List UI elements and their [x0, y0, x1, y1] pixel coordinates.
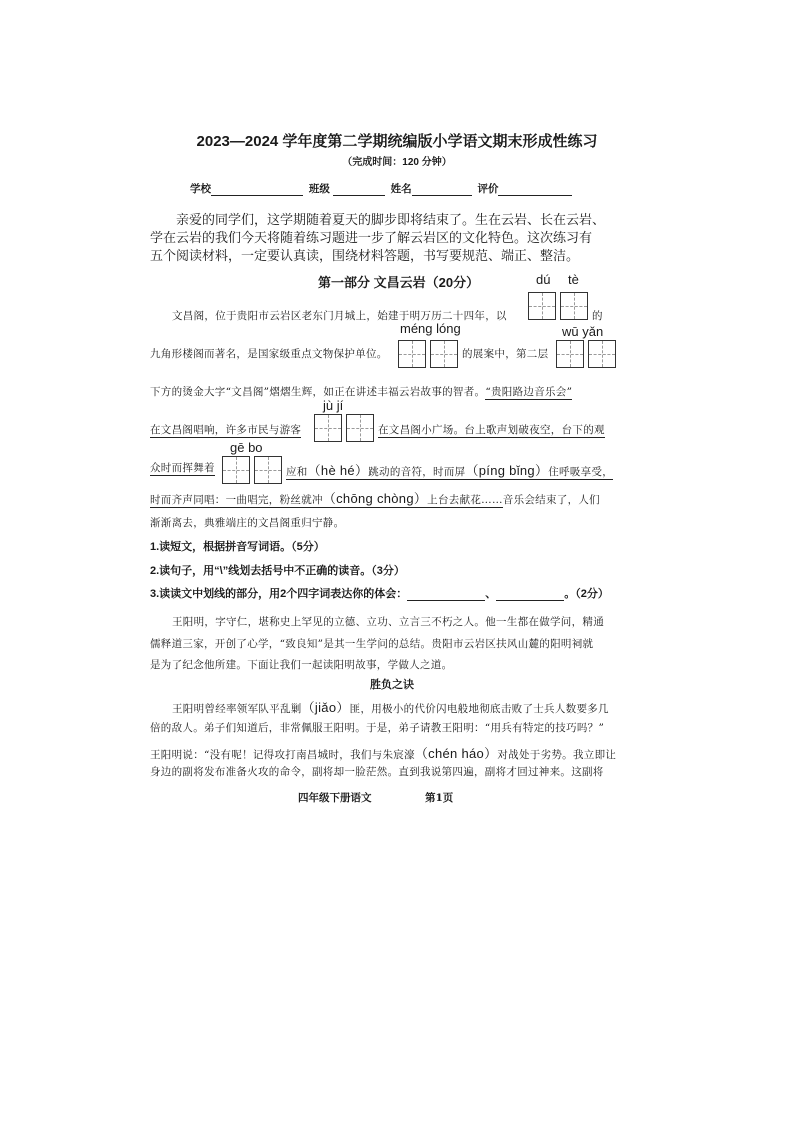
underlined-text: “贵阳路边音乐会”: [485, 386, 573, 398]
underlined-text: 在文昌阁小广场。台上歌声划破夜空，台下的观: [378, 424, 605, 436]
tianzige-box[interactable]: [222, 456, 250, 484]
passage-line: [150, 460, 215, 475]
intro-line: 学在云岩的我们今天将随着练习题进一步了解云岩区的文化特色。这次练习有: [150, 231, 593, 246]
passage-line: [150, 422, 301, 437]
tianzige-box[interactable]: [314, 414, 342, 442]
story-title: 胜负之诀: [370, 678, 414, 691]
info-fields: [190, 181, 572, 196]
part1-heading: 第一部分 文昌云岩（20分）: [318, 275, 480, 290]
passage-line: [150, 384, 572, 399]
footer-page-number: 第1页: [425, 792, 454, 804]
pinyin-note: （jiǎo）: [301, 700, 350, 715]
passage-line: 身边的副将发布准备火攻的命令，副将却一脸茫然。直到我说第四遍，副将才回过神来。这副将: [150, 766, 604, 778]
school-label: 学校: [190, 183, 211, 195]
question-1: 1.读短文，根据拼音写词语。（5分）: [150, 541, 325, 553]
pinyin-te: tè: [568, 272, 579, 287]
passage-text: 王阳明曾经率领军队平乱剿: [172, 703, 302, 715]
pinyin-gebo: gē bo: [230, 440, 263, 455]
passage-text: 音乐会结束了，人们: [502, 494, 600, 506]
passage-text: 下方的烫金大字“文昌阁”熠熠生辉，如正在讲述丰福云岩故事的智者。: [150, 386, 486, 398]
tianzige-box[interactable]: [588, 340, 616, 368]
class-label: 班级: [308, 183, 330, 195]
underlined-text: 时而齐声同唱：一曲唱完，粉丝就冲: [150, 494, 323, 506]
pinyin-juji: jù jí: [323, 398, 344, 413]
underlined-text: 上台去献花……: [427, 494, 503, 506]
passage-line: 渐渐离去，典雅端庄的文昌阁重归宁静。: [150, 517, 345, 529]
passage-line: [172, 697, 609, 716]
pinyin-choice[interactable]: （píng bǐng）: [465, 463, 549, 478]
intro-paragraph: [150, 212, 650, 266]
intro-line: 五个阅读材料，一定要认真读，围绕材料答题，书写要规范、端正、整洁。: [150, 249, 580, 264]
question-2: 2.读句子，用“\”线划去括号中不正确的读音。（3分）: [150, 565, 405, 577]
underlined-text: 住呼吸享受，: [548, 466, 614, 478]
question-3-points: 。（2分）: [564, 588, 609, 600]
separator: 、: [485, 588, 497, 600]
name-input[interactable]: [412, 183, 472, 196]
school-input[interactable]: [211, 183, 303, 196]
pinyin-note: （chén háo）: [414, 746, 498, 761]
underlined-text: 众时而挥舞着: [150, 462, 215, 474]
underlined-text: 在文昌阁唱响，许多市民与游客: [150, 424, 302, 436]
passage-line: [150, 488, 600, 507]
pinyin-choice[interactable]: （hè hé）: [307, 463, 369, 478]
passage-line: [150, 743, 616, 762]
question-3-text: 3.读读文中划线的部分，用2个四字词表达你的体会：: [150, 588, 408, 600]
passage-line: 王阳明，字守仁，堪称史上罕见的立德、立功、立言三不朽之人。他一生都在做学问，精通: [172, 616, 604, 628]
answer-blank-2[interactable]: [496, 589, 564, 601]
passage-text: 王阳明说：“没有呢！记得攻打南昌城时，我们与朱宸濠: [150, 749, 415, 761]
passage-line: [286, 460, 613, 479]
pinyin-wuyan: wū yǎn: [562, 324, 604, 339]
pinyin-du: dú: [536, 272, 551, 287]
underlined-text: 应和: [286, 466, 308, 478]
pinyin-menglong: méng lóng: [400, 321, 461, 336]
grade-input[interactable]: [498, 183, 572, 196]
pinyin-choice[interactable]: （chōng chòng）: [322, 491, 428, 506]
footer-subject: 四年级下册语文: [298, 792, 372, 804]
passage-line: 倍的敌人。弟子们知道后，非常佩服王阳明。于是，弟子请教王阳明：“用兵有特定的技巧吗？”: [150, 722, 605, 734]
passage-line: 是为了纪念他所建。下面让我们一起读阳明故事，学做人之道。: [150, 659, 453, 671]
underlined-text: 跳动的音符，时而屏: [368, 466, 466, 478]
passage-line: 儒释道三家，开创了心学，“致良知”是其一生学问的总结。贵阳市云岩区扶风山麓的阳明祠就: [150, 638, 594, 650]
passage-line: 文昌阁，位于贵阳市云岩区老东门月城上，始建于明万历二十四年，以: [172, 310, 507, 322]
tianzige-box[interactable]: [556, 340, 584, 368]
grade-label: 评价: [477, 183, 499, 195]
passage-line: 的展案中，第二层: [462, 348, 549, 360]
passage-text: 匪，用极小的代价闪电般地彻底击败了士兵人数要多几: [349, 703, 609, 715]
tianzige-box[interactable]: [254, 456, 282, 484]
question-3: [150, 585, 609, 601]
passage-line: 九角形楼阁而著名，是国家级重点文物保护单位。: [150, 348, 388, 360]
tianzige-box[interactable]: [430, 340, 458, 368]
class-input[interactable]: [333, 183, 385, 196]
page-title: 2023—2024 学年度第二学期统编版小学语文期末形成性练习: [196, 133, 598, 150]
passage-text: 对战处于劣势。我立即让: [497, 749, 617, 761]
passage-line: 的: [592, 310, 603, 322]
tianzige-box[interactable]: [560, 292, 588, 320]
name-label: 姓名: [390, 183, 412, 195]
intro-line: 亲爱的同学们，这学期随着夏天的脚步即将结束了。生在云岩、长在云岩、: [176, 213, 606, 228]
tianzige-box[interactable]: [398, 340, 426, 368]
answer-blank-1[interactable]: [407, 589, 485, 601]
passage-line: [378, 422, 605, 437]
tianzige-box[interactable]: [528, 292, 556, 320]
tianzige-box[interactable]: [346, 414, 374, 442]
time-limit: （完成时间：120 分钟）: [342, 157, 452, 168]
